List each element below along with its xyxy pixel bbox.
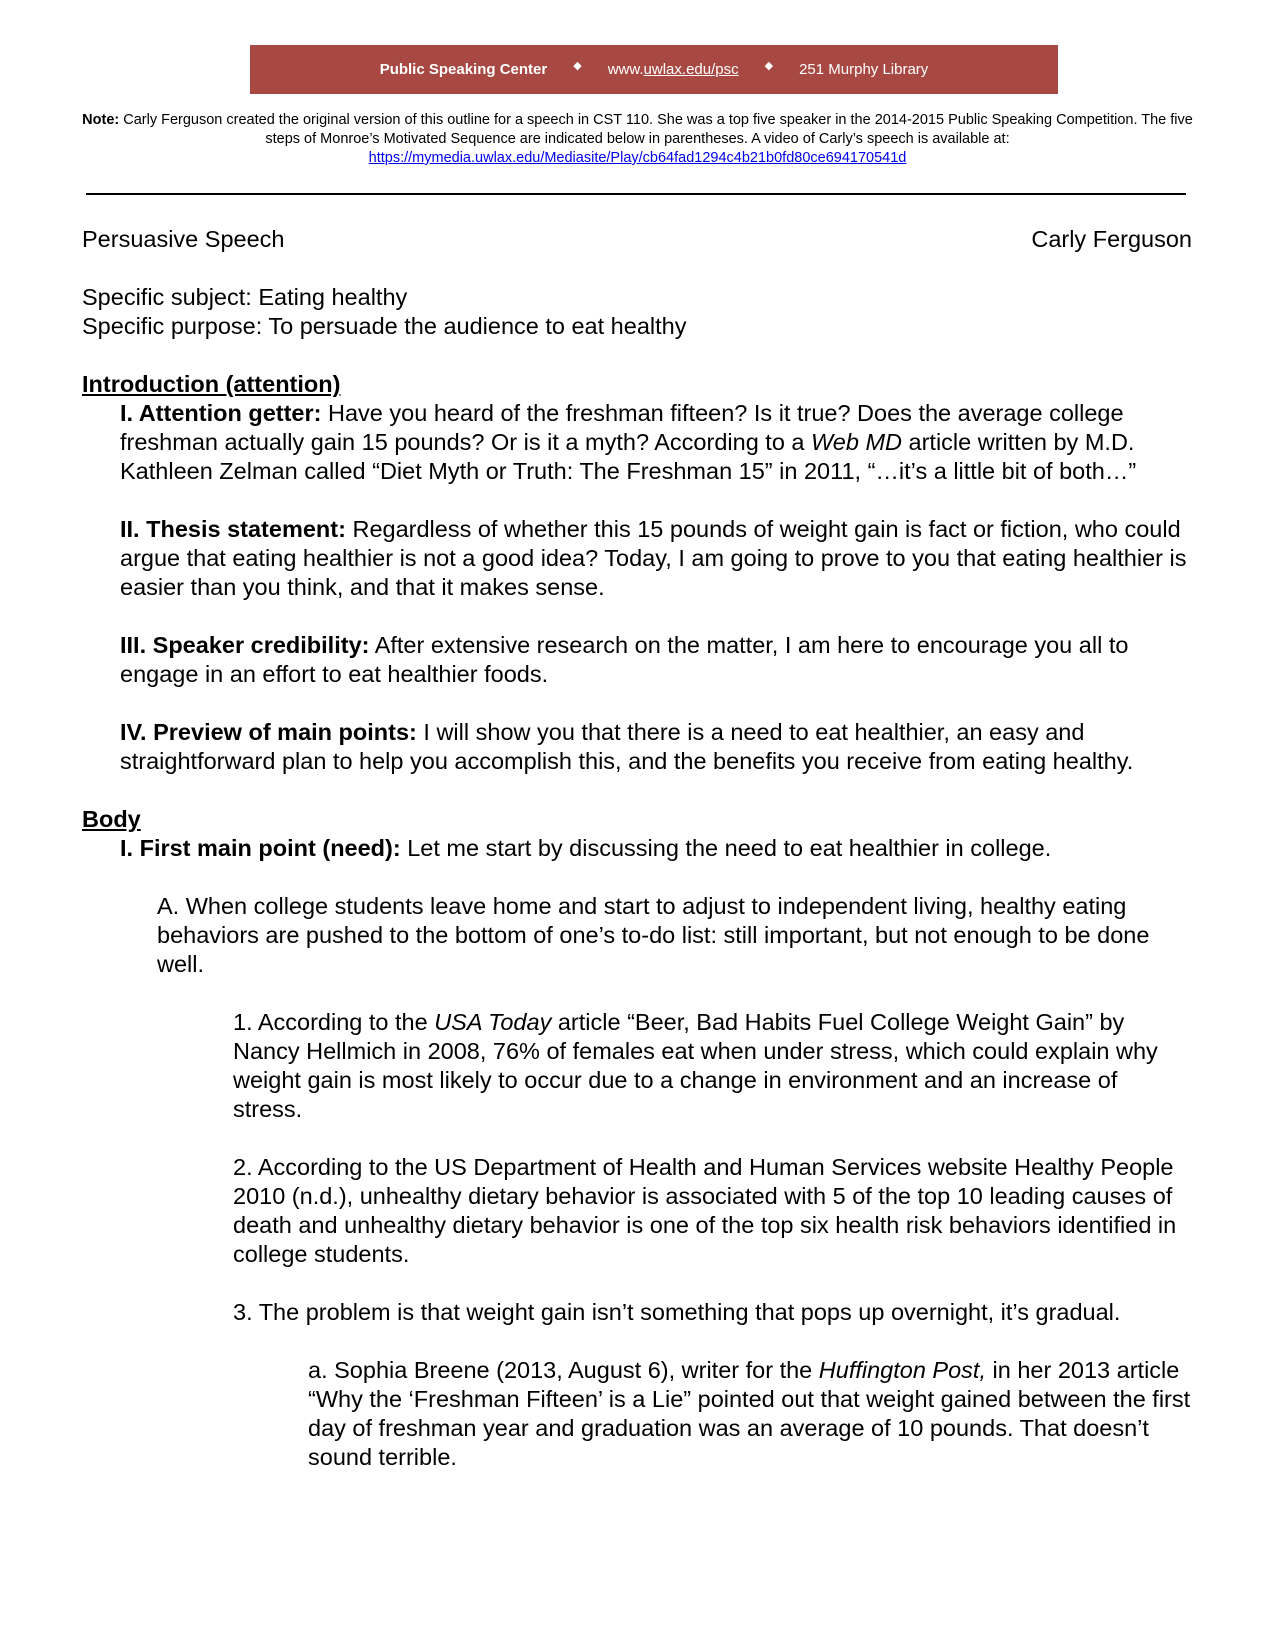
note-text: Carly Ferguson created the original version of this outline for a speech in CST 110. She was a top five speaker in the 2014-2015 Public Speaking Competition. The five steps of Monroe’s Motivated Sequence are indicated below in parentheses. A video of Carly’s speech is available at:: [123, 112, 1193, 147]
speaker-credibility: III. Speaker credibility: After extensive research on the matter, I am here to encourage you all to engage in an effort to eat healthier foods.: [120, 632, 1129, 687]
first-main-point: I. First main point (need): Let me start by discussing the need to eat healthier in college.: [120, 835, 1052, 861]
divider: [86, 193, 1186, 195]
title-row: [82, 225, 1192, 254]
center-name: Public Speaking Center: [379, 61, 548, 78]
intro-heading: Introduction (attention): [82, 371, 341, 397]
preview-main-points: IV. Preview of main points: I will show you that there is a need to eat healthier, an easy and straightforward plan to help you accomplish this, and the benefits you receive from eating healthy.: [120, 719, 1134, 774]
item-a: a. Sophia Breene (2013, August 6), writer for the Huffington Post, in her 2013 article “Why the ‘Freshman Fifteen’ is a Lie” pointed out that weight gained between the first day of freshman year and graduation was an average of 10 pounds. That doesn’t sound terrible.: [308, 1357, 1191, 1470]
author-name: Carly Ferguson: [1031, 226, 1192, 252]
speech-title: Persuasive Speech: [82, 226, 285, 252]
note-label: Note:: [82, 112, 120, 128]
note-block: [80, 111, 1195, 168]
item-1: 1. According to the USA Today article “Beer, Bad Habits Fuel College Weight Gain” by Nancy Hellmich in 2008, 76% of females eat when under stress, which could explain why weight gain is most likely to occur due to a change in environment and an increase of stress.: [233, 1009, 1158, 1122]
specific-purpose: Specific purpose: To persuade the audience to eat healthy: [82, 313, 687, 339]
website-link[interactable]: www.uwlax.edu/psc: [607, 61, 739, 78]
thesis-statement: II. Thesis statement: Regardless of whether this 15 pounds of weight gain is fact or fiction, who could argue that eating healthier is not a good idea? Today, I am going to prove to you that eating healthier is easier than you think, and that it makes sense.: [120, 516, 1187, 600]
body-heading: Body: [82, 806, 141, 832]
item-3: 3. The problem is that weight gain isn’t something that pops up overnight, it’s gradual.: [233, 1299, 1121, 1325]
specific-subject: Specific subject: Eating healthy: [82, 284, 408, 310]
location-text: 251 Murphy Library: [799, 61, 929, 78]
subpoint-a: A. When college students leave home and start to adjust to independent living, healthy eating behaviors are pushed to the bottom of one’s to-do list: still important, but not enough to be done well.: [157, 893, 1150, 977]
diamond-icon: ◆: [764, 60, 774, 72]
outline-document: [82, 225, 1192, 1472]
item-2: 2. According to the US Department of Health and Human Services website Healthy People 2010 (n.d.), unhealthy dietary behavior is associated with 5 of the top 10 leading causes of death and unhealthy dietary behavior is one of the top six health risk behaviors identified in college students.: [233, 1154, 1177, 1267]
diamond-icon: ◆: [573, 60, 582, 72]
video-link[interactable]: https://mymedia.uwlax.edu/Mediasite/Play/cb64fad1294c4b21b0fd80ce694170541d: [368, 150, 907, 166]
attention-getter: I. Attention getter: Have you heard of the freshman fifteen? Is it true? Does the average college freshman actually gain 15 pounds? Or is it a myth? According to a Web MD article written by M.D. Kathleen Zelman called “Diet Myth or Truth: The Freshman 15” in 2011, “…it’s a little bit of both…”: [120, 400, 1137, 484]
header-banner: [250, 45, 1058, 94]
